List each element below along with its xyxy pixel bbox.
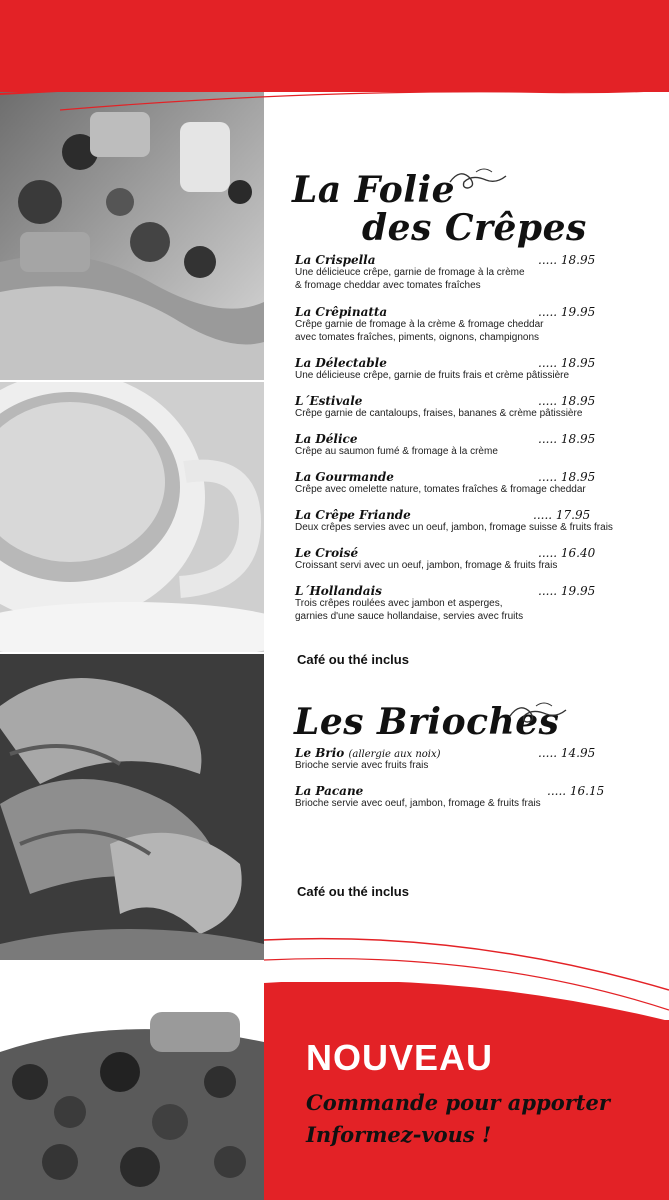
menu-item-price: ..... 19.95 (538, 584, 596, 598)
menu-item-name: La Délectable (295, 356, 387, 370)
coffee-cup-photo (0, 382, 264, 652)
top-swoosh-lines (0, 80, 669, 120)
menu-item-price: ..... 16.15 (547, 784, 605, 798)
crepes-title-line2: des Crêpes (362, 207, 587, 249)
menu-item-name: L´Hollandais (295, 584, 382, 598)
berries-photo (0, 992, 264, 1200)
menu-item-brio (295, 746, 625, 773)
menu-item-pacane (295, 784, 625, 811)
menu-item-desc: avec tomates fraîches, piments, oignons, champignons (295, 331, 540, 343)
menu-item-name-text: Le Brio (295, 746, 345, 760)
promo-line-takeout: Commande pour apporter (306, 1090, 610, 1115)
menu-item-name: La Gourmande (295, 470, 394, 484)
menu-item-crispella (295, 253, 625, 292)
crepes-included-note: Café ou thé inclus (297, 652, 409, 667)
menu-item-delice (295, 432, 625, 459)
menu-item-name: La Délice (295, 432, 358, 446)
crepes-title-line1: La Folie (292, 169, 456, 211)
photo-column (0, 92, 264, 1200)
menu-item-price: ..... 18.95 (538, 432, 596, 446)
menu-item-delectable (295, 356, 625, 383)
menu-item-desc: Brioche servie avec fruits frais (295, 760, 429, 771)
menu-item-croise (295, 546, 625, 573)
croissant-photo (0, 654, 264, 960)
menu-item-name: La Crêpinatta (295, 305, 388, 319)
menu-item-name: Le Croisé (295, 546, 359, 560)
menu-item-desc: Crêpe garnie de cantaloups, fraises, bananes & crème pâtissière (295, 408, 583, 419)
promo-title: NOUVEAU (306, 1037, 494, 1078)
brioches-included-note: Café ou thé inclus (297, 884, 409, 899)
menu-item-desc: Brioche servie avec oeuf, jambon, fromage & fruits frais (295, 798, 541, 809)
menu-item-desc: garnies d'une sauce hollandaise, servies avec fruits (295, 610, 524, 622)
menu-item-name: La Crêpe Friande (295, 508, 411, 522)
menu-item-desc: Crêpe au saumon fumé & fromage à la crème (295, 446, 498, 457)
menu-item-price: ..... 17.95 (533, 508, 591, 522)
menu-item-price: ..... 19.95 (538, 305, 596, 319)
menu-item-gourmande (295, 470, 625, 497)
menu-item-hollandais (295, 584, 625, 623)
menu-item-crepinatta (295, 305, 625, 344)
top-red-band (0, 0, 669, 92)
brioches-title: Les Brioches (294, 701, 560, 743)
allergy-note: (allergie aux noix) (348, 749, 441, 760)
menu-item-desc: Une délicieuse crêpe, garnie de fruits frais et crème pâtissière (295, 370, 570, 381)
menu-item-desc: Crêpe garnie de fromage à la crème & fromage cheddar (295, 319, 544, 330)
menu-item-name: L´Estivale (295, 394, 363, 408)
menu-item-price: ..... 18.95 (538, 356, 596, 370)
menu-item-desc: Croissant servi avec un oeuf, jambon, fromage & fruits frais (295, 560, 558, 571)
menu-item-price: ..... 18.95 (538, 253, 596, 267)
promo-line-info: Informez-vous ! (306, 1122, 492, 1147)
menu-item-desc: Deux crêpes servies avec un oeuf, jambon, fromage suisse & fruits frais (295, 522, 613, 533)
menu-item-estivale (295, 394, 625, 421)
flourish-ornament-icon (506, 700, 570, 726)
menu-item-desc: Trois crêpes roulées avec jambon et asperges, (295, 598, 503, 609)
flourish-ornament-icon (446, 166, 510, 192)
menu-item-name: La Crispella (295, 253, 376, 267)
menu-item-price: ..... 14.95 (538, 746, 596, 760)
menu-item-desc: Une délicieuce crêpe, garnie de fromage à la crème (295, 267, 525, 278)
menu-item-desc: & fromage cheddar avec tomates fraîches (295, 279, 481, 291)
menu-item-desc: Crêpe avec omelette nature, tomates fraîches & fromage cheddar (295, 484, 586, 495)
bottom-swoosh-lines (264, 930, 669, 1020)
menu-item-price: ..... 18.95 (538, 394, 596, 408)
menu-item-price: ..... 18.95 (538, 470, 596, 484)
menu-item-price: ..... 16.40 (538, 546, 596, 560)
menu-item-crepe-friande (295, 508, 625, 535)
menu-item-name: La Pacane (295, 784, 364, 798)
crepe-fruit-photo (0, 92, 264, 380)
